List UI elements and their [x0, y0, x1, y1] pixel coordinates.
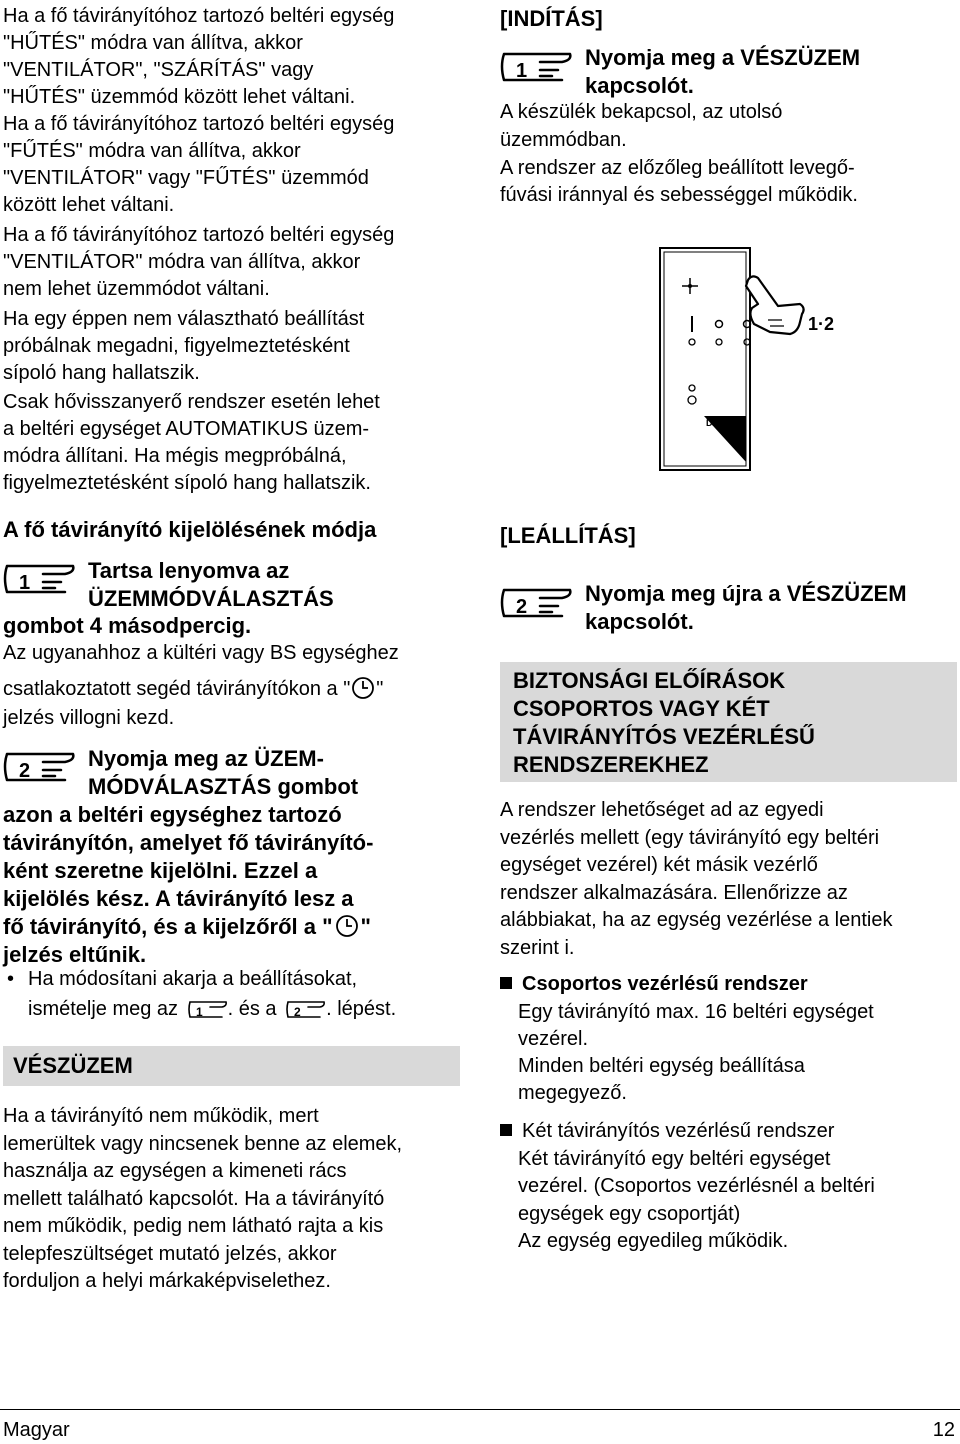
step-2-number: 2 [19, 760, 31, 782]
dual-body-line: vezérel. (Csoportos vezérlésnél a beltéri [518, 1175, 875, 1197]
safety-heading-box [500, 662, 957, 782]
step-1-title-line: Tartsa lenyomva az [88, 558, 290, 583]
step-1-title-line: ÜZEMMÓDVÁLASZTÁS [88, 586, 334, 611]
square-bullet-icon [500, 1124, 512, 1136]
safety-body-line: vezérlés mellett (egy távirányító egy beltéri [500, 827, 880, 849]
dual-system-title [500, 1118, 834, 1145]
main-heading: A fő távirányító kijelölésének módja [3, 517, 377, 542]
step-2-title-line: jelzés eltűnik. [3, 942, 147, 967]
safety-body-line: alábbiakat, ha az egység vezérlése a lentiek [500, 909, 893, 931]
inline-number: 2 [294, 1005, 301, 1019]
safety-body-line: egységet vezérel) két másik vezérlő [500, 854, 818, 876]
indit-body-line: A készülék bekapcsol, az utolsó [500, 101, 783, 123]
vesz-body-line: telepfeszültséget mutató jelzés, akkor [3, 1243, 337, 1265]
intro-line: "HŰTÉS" üzemmód között lehet váltani. [3, 86, 356, 108]
step-1-title-line: gombot 4 másodpercig. [3, 613, 252, 638]
intro-line: "HŰTÉS" módra van állítva, akkor [3, 32, 303, 54]
group-system-title-text: Csoportos vezérlésű rendszer [522, 973, 808, 995]
intro-line: között lehet váltani. [3, 194, 175, 216]
group-body-line: Egy távirányító max. 16 beltéri egységet [518, 1001, 874, 1023]
dual-body-line: egységek egy csoportját) [518, 1203, 741, 1225]
indit-body-line: üzemmódban. [500, 129, 627, 151]
intro-line: Ha egy éppen nem választható beállítást [3, 308, 365, 330]
bullet-line: Ha módosítani akarja a beállításokat, [28, 968, 358, 990]
step-1-hand-icon [3, 558, 75, 600]
leall-heading: [LEÁLLÍTÁS] [500, 523, 636, 548]
dual-body-line: Az egység egyedileg működik. [518, 1230, 789, 1252]
footer-language: Magyar [3, 1419, 70, 1441]
vesz-heading: VÉSZÜZEM [13, 1053, 133, 1078]
step-2-hand-icon [3, 746, 75, 788]
step-1-desc-text: " [376, 678, 384, 700]
vesz-body-line: nem működik, pedig nem látható rajta a kis [3, 1215, 384, 1237]
indit-step-number: 1 [516, 60, 528, 82]
leall-step-hand-icon [500, 582, 572, 624]
step-2-title-line [3, 913, 371, 941]
step-1-desc-text: csatlakoztatott segéd távirányítókon a " [3, 678, 351, 700]
bullet-text: . lépést. [326, 998, 397, 1020]
clock-icon [335, 914, 359, 938]
step-1-number: 1 [19, 572, 31, 594]
step-2-title-text: fő távirányító, és a kijelzőről a " [3, 914, 333, 939]
safety-heading-line: CSOPORTOS VAGY KÉT [513, 696, 770, 721]
indit-body-line: A rendszer az előzőleg beállított levegő- [500, 157, 855, 179]
clock-icon [351, 676, 375, 700]
indoor-unit-illustration [650, 240, 960, 480]
safety-heading-line: BIZTONSÁGI ELŐÍRÁSOK [513, 668, 786, 693]
intro-line: sípoló hang hallatszik. [3, 362, 200, 384]
intro-line: Ha a fő távirányítóhoz tartozó beltéri egység [3, 224, 395, 246]
intro-line: nem lehet üzemmódot váltani. [3, 278, 270, 300]
indit-step-line: Nyomja meg a VÉSZÜZEM [585, 45, 861, 70]
indit-step-line: kapcsolót. [585, 73, 694, 98]
step-2-title-line: azon a beltéri egységhez tartozó [3, 802, 342, 827]
square-bullet-icon [500, 977, 512, 989]
step-2-title-line: kijelölés kész. A távirányító lesz a [3, 886, 354, 911]
intro-line: "VENTILÁTOR" vagy "FŰTÉS" üzemmód [3, 167, 369, 189]
group-body-line: Minden beltéri egység beállítása [518, 1055, 805, 1077]
intro-line: Ha a fő távirányítóhoz tartozó beltéri egység [3, 113, 395, 135]
group-body-line: megegyező. [518, 1082, 627, 1104]
step-2-title-line: Nyomja meg az ÜZEM- [88, 746, 324, 771]
indit-step-hand-icon [500, 46, 572, 88]
intro-line: a beltéri egységet AUTOMATIKUS üzem- [3, 418, 370, 440]
dual-system-title-text: Két távirányítós vezérlésű rendszer [522, 1120, 835, 1142]
safety-heading-line: TÁVIRÁNYÍTÓS VEZÉRLÉSŰ [513, 724, 815, 749]
footer-page-number: 12 [932, 1419, 955, 1441]
group-system-title [500, 971, 808, 998]
vesz-heading-box [3, 1046, 460, 1086]
step-1-desc-line [3, 676, 383, 703]
intro-line: módra állítani. Ha mégis megpróbálná, [3, 445, 347, 467]
group-body-line: vezérel. [518, 1028, 589, 1050]
inline-number: 1 [195, 1005, 203, 1019]
bullet-text: ismételje meg az [28, 998, 179, 1020]
indit-heading: [INDÍTÁS] [500, 6, 603, 31]
intro-line: Csak hővisszanyerő rendszer esetén lehet [3, 391, 380, 413]
safety-heading-line: RENDSZEREKHEZ [513, 752, 709, 777]
intro-line: "VENTILÁTOR", "SZÁRÍTÁS" vagy [3, 59, 314, 81]
pointing-hand-icon [746, 276, 804, 334]
step-1-small-hand-icon [188, 997, 228, 1021]
intro-line: próbálnak megadni, figyelmeztetésként [3, 335, 350, 357]
leall-step-number: 2 [516, 596, 528, 618]
intro-line: figyelmeztetésként sípoló hang hallatszik. [3, 472, 371, 494]
illustration-step-label: 1·2 [808, 314, 835, 334]
safety-body-line: szerint i. [500, 937, 575, 959]
leall-step-line: kapcsolót. [585, 609, 694, 634]
intro-line: "FŰTÉS" módra van állítva, akkor [3, 140, 301, 162]
step-2-title-line: MÓDVÁLASZTÁS gombot [88, 774, 359, 799]
vesz-body-line: Ha a távirányító nem működik, mert [3, 1105, 319, 1127]
step-1-desc-line: jelzés villogni kezd. [3, 707, 175, 729]
step-2-title-line: távirányítón, amelyet fő távirányító- [3, 830, 374, 855]
safety-body-line: rendszer alkalmazására. Ellenőrizze az [500, 882, 848, 904]
vesz-body-line: mellett található kapcsolót. Ha a távirányító [3, 1188, 385, 1210]
safety-body-line: A rendszer lehetőséget ad az egyedi [500, 799, 824, 821]
bullet-line [28, 996, 396, 1023]
bullet-dot: • [7, 968, 15, 990]
vesz-body-line: forduljon a helyi márkaképviselethez. [3, 1270, 331, 1292]
step-2-title-text: " [360, 914, 371, 939]
step-2-title-line: ként szeretne kijelölni. Ezzel a [3, 858, 318, 883]
indit-body-line: fúvási iránnyal és sebességgel működik. [500, 184, 858, 206]
intro-line: Ha a fő távirányítóhoz tartozó beltéri egység [3, 5, 395, 27]
vesz-body-line: használja az egységen a kimeneti rács [3, 1160, 347, 1182]
daikin-logo-text: DAIKIN [706, 418, 737, 428]
dual-body-line: Két távirányító egy beltéri egységet [518, 1148, 831, 1170]
leall-step-line: Nyomja meg újra a VÉSZÜZEM [585, 581, 907, 606]
bullet-text: . és a [227, 998, 277, 1020]
step-1-desc-line: Az ugyanahhoz a kültéri vagy BS egységhez [3, 642, 399, 664]
vesz-body-line: lemerültek vagy nincsenek benne az elemek, [3, 1133, 403, 1155]
intro-line: "VENTILÁTOR" módra van állítva, akkor [3, 251, 361, 273]
step-2-small-hand-icon [286, 997, 326, 1021]
footer-divider [0, 1409, 960, 1410]
